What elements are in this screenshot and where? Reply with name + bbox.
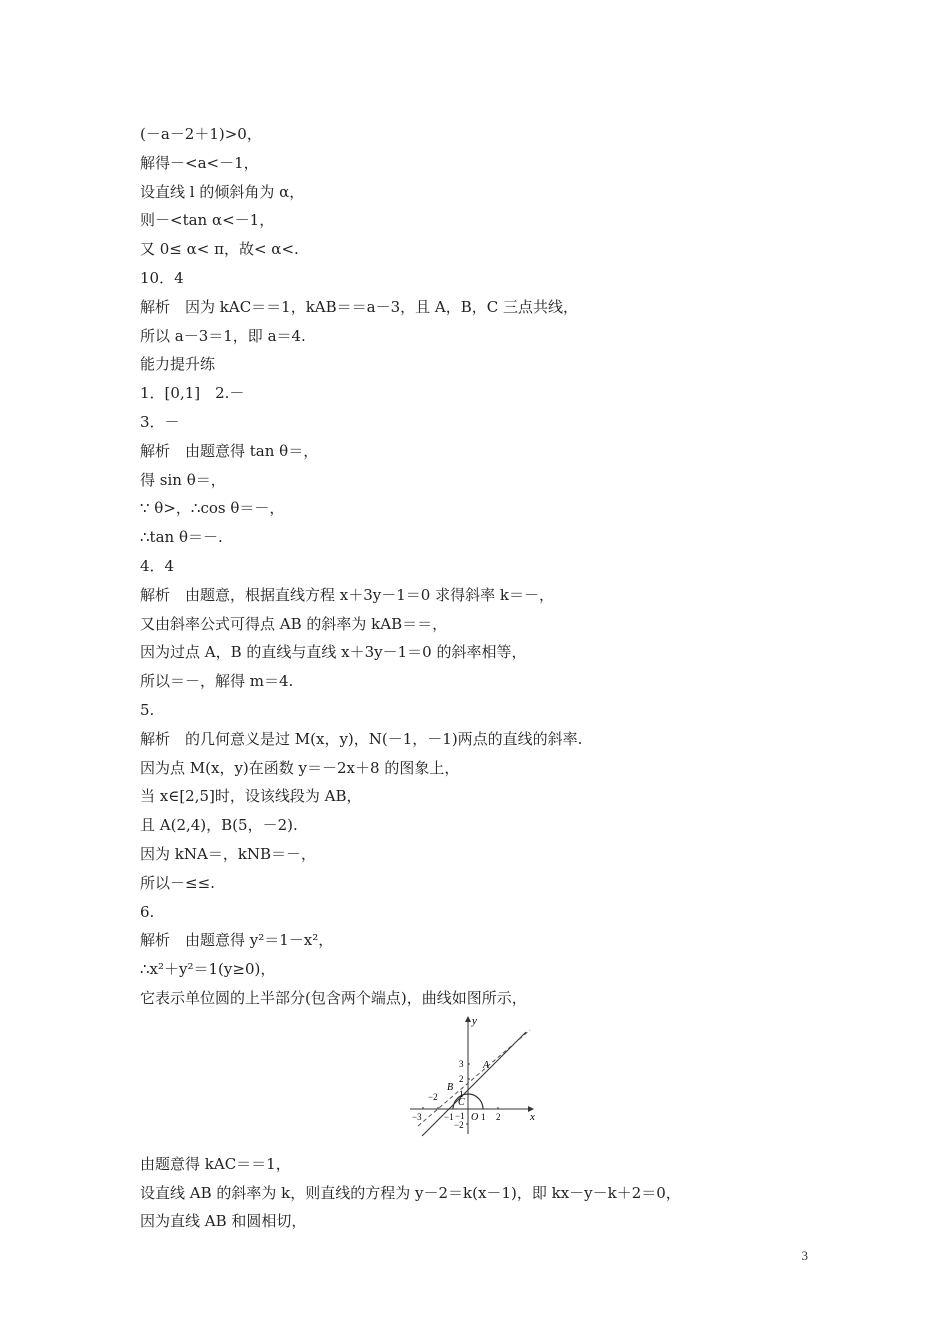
text-line: 设直线 AB 的斜率为 k，则直线的方程为 y－2＝k(x－1)，即 kx－y－k＋2＝0， [140, 1183, 681, 1202]
section-heading: 能力提升练 [140, 355, 216, 374]
text-line: (－a－2＋1)>0， [140, 125, 262, 143]
text-line: 因为过点 A，B 的直线与直线 x＋3y－1＝0 的斜率相等， [140, 643, 527, 662]
point-label-c: C [458, 1096, 465, 1108]
text-line: 由题意得 kAC＝＝1， [140, 1154, 291, 1173]
text-line: 得 sin θ＝， [140, 470, 226, 489]
point-label-a: A [483, 1059, 490, 1071]
text-line: 1．[0,1] 2.－ [140, 384, 245, 403]
text-line: ∴tan θ＝－. [140, 528, 223, 547]
coordinate-figure [140, 1016, 820, 1146]
text-line: 4．4 [140, 556, 175, 575]
text-line: 又由斜率公式可得点 AB 的斜率为 kAB＝＝， [140, 614, 448, 633]
text-line: 解析 由题意得 tan θ＝， [140, 441, 319, 460]
text-line: 6. [140, 902, 155, 921]
text-line: 10．4 [140, 268, 184, 287]
text-line: 5. [140, 700, 155, 719]
page-number: 3 [801, 1248, 808, 1263]
text-line: 解析 因为 kAC＝＝1，kAB＝＝a－3，且 A，B，C 三点共线， [140, 297, 579, 316]
axis-x-label: x [530, 1110, 535, 1123]
x-tick-label: −1 [444, 1111, 454, 1122]
text-line: 所以－≤≤. [140, 873, 215, 892]
text-line: ∴x²＋y²＝1(y≥0)， [140, 960, 276, 979]
document-body [140, 120, 820, 1236]
text-line: 因为 kNA＝，kNB＝－， [140, 844, 317, 863]
text-line: 设直线 l 的倾斜角为 α， [140, 182, 305, 201]
text-block-bottom [140, 1150, 820, 1236]
text-line: 所以＝－，解得 m＝4. [140, 672, 294, 691]
y-tick-label: −2 [454, 1119, 464, 1130]
text-line: 解析 由题意得 y²＝1－x²， [140, 931, 334, 950]
text-line: 则－<tan α<－1， [140, 211, 275, 230]
text-line: 解析 由题意，根据直线方程 x＋3y－1＝0 求得斜率 k＝－， [140, 585, 554, 604]
origin-label: O [471, 1111, 479, 1123]
x-tick-label: 1 [481, 1111, 486, 1122]
text-line: 解析 的几何意义是过 M(x，y)，N(－1，－1)两点的直线的斜率. [140, 729, 583, 748]
y-tick-label: 1 [459, 1088, 464, 1099]
y-tick-label: −1 [455, 1110, 465, 1121]
text-line: 解得－<a<－1， [140, 153, 259, 172]
text-line: 且 A(2,4)，B(5，－2). [140, 816, 298, 835]
x-tick-label: −3 [412, 1111, 422, 1122]
text-line: ∵ θ>，∴cos θ＝－， [140, 499, 285, 518]
y-tick-label: 2 [459, 1073, 464, 1084]
text-line: 因为点 M(x，y)在函数 y＝－2x＋8 的图象上， [140, 758, 460, 777]
text-block-top [140, 120, 820, 1013]
axis-y-label: y [472, 1015, 477, 1027]
text-line: 当 x∈[2,5]时，设该线段为 AB， [140, 787, 362, 806]
x-tick-label: 2 [496, 1111, 501, 1122]
text-line: 所以 a－3＝1，即 a＝4. [140, 326, 306, 345]
text-line: 它表示单位圆的上半部分(包含两个端点)，曲线如图所示， [140, 988, 527, 1007]
x-tick-label: −2 [428, 1091, 438, 1102]
text-line: 又 0≤ α< π，故< α<. [140, 240, 299, 259]
text-line: 3．－ [140, 412, 180, 431]
coordinate-plot [408, 1016, 540, 1138]
y-axis-arrow [465, 1016, 471, 1022]
point-label-b: B [447, 1081, 454, 1093]
text-line: 因为直线 AB 和圆相切， [140, 1212, 307, 1231]
y-tick-label: 3 [459, 1058, 464, 1069]
